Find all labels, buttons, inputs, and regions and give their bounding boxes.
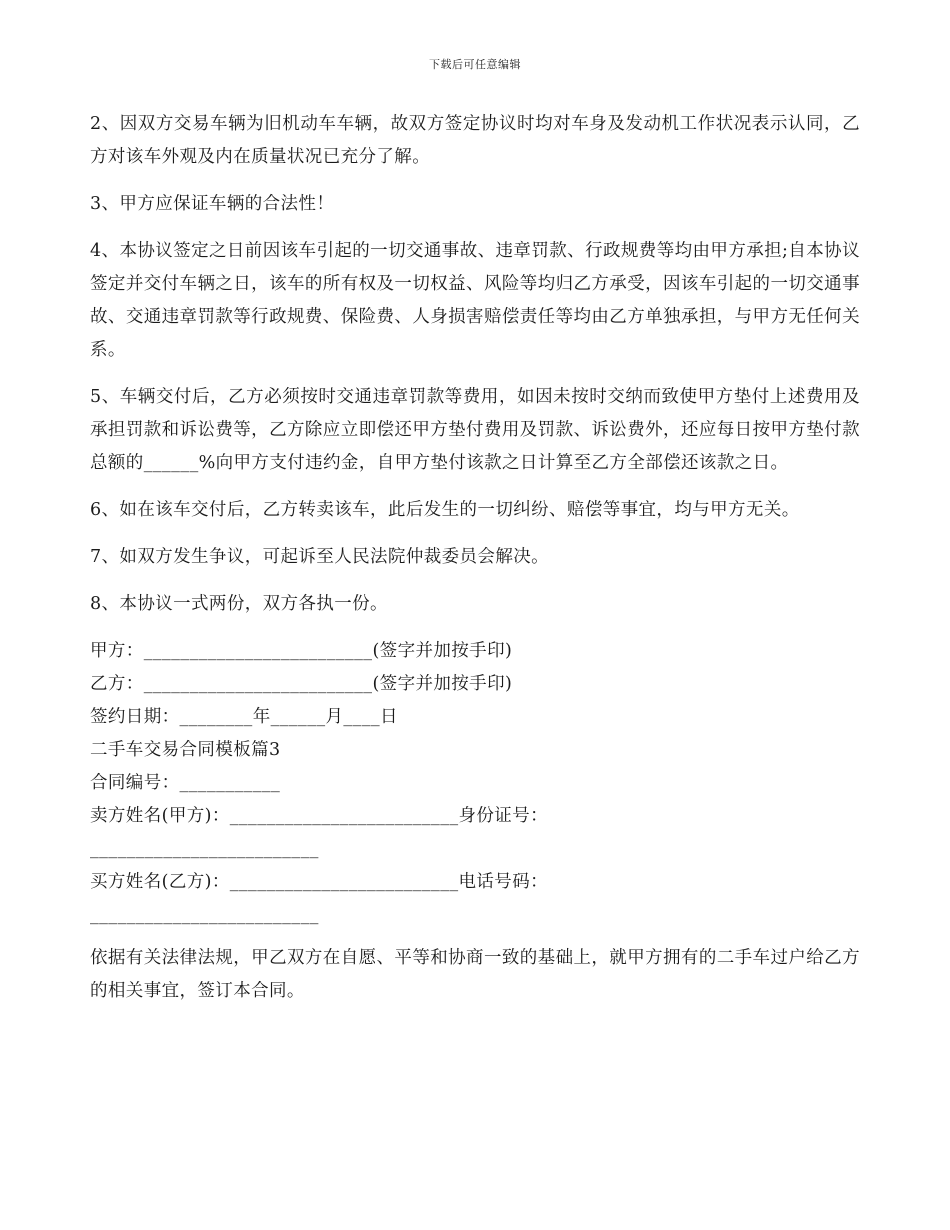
buyer-name-line: 买方姓名(乙方)：_________________________电话号码：	[90, 872, 549, 892]
seller-id-blank: _________________________	[90, 839, 319, 859]
party-a-signature: 甲方：_________________________(签字并加按手印)	[90, 641, 513, 661]
seller-name-line: 卖方姓名(甲方)：_________________________身份证号：	[90, 806, 549, 826]
template-3-title: 二手车交易合同模板篇3	[90, 740, 281, 760]
clause-2: 2、因双方交易车辆为旧机动车车辆，故双方签定协议时均对车身及发动机工作状况表示认同，乙方对该车外观及内在质量状况已充分了解。	[90, 114, 860, 167]
clause-4: 4、本协议签定之日前因该车引起的一切交通事故、违章罚款、行政规费等均由甲方承担;自本协议签定并交付车辆之日，该车的所有权及一切权益、风险等均归乙方承受，因该车引起的一切交通事故、交通违章罚款等行政规费、保险费、人身损害赔偿责任等均由乙方单独承担，与甲方无任何关系。	[90, 241, 860, 360]
party-b-signature: 乙方：_________________________(签字并加按手印)	[90, 674, 513, 694]
signing-date: 签约日期：________年______月____日	[90, 707, 398, 727]
clause-6: 6、如在该车交付后，乙方转卖该车，此后发生的一切纠纷、赔偿等事宜，均与甲方无关。	[90, 500, 800, 520]
contract-number: 合同编号：___________	[90, 773, 281, 793]
clause-8: 8、本协议一式两份，双方各执一份。	[90, 594, 388, 614]
clause-7: 7、如双方发生争议，可起诉至人民法院仲裁委员会解决。	[90, 547, 550, 567]
document-body	[90, 108, 860, 1022]
clause-5: 5、车辆交付后，乙方必须按时交通违章罚款等费用，如因未按时交纳而致使甲方垫付上述费用及承担罚款和诉讼费等，乙方除应立即偿还甲方垫付费用及罚款、诉讼费外，还应每日按甲方垫付款总额的______%向甲方支付违约金，自甲方垫付该款之日计算至乙方全部偿还该款之日。	[90, 387, 860, 473]
buyer-phone-blank: _________________________	[90, 905, 319, 925]
page-header: 下载后可任意编辑	[429, 58, 521, 71]
contract-intro: 依据有关法律法规，甲乙双方在自愿、平等和协商一致的基础上，就甲方拥有的二手车过户给乙方的相关事宜，签订本合同。	[90, 948, 860, 1001]
clause-3: 3、甲方应保证车辆的合法性！	[90, 194, 335, 214]
